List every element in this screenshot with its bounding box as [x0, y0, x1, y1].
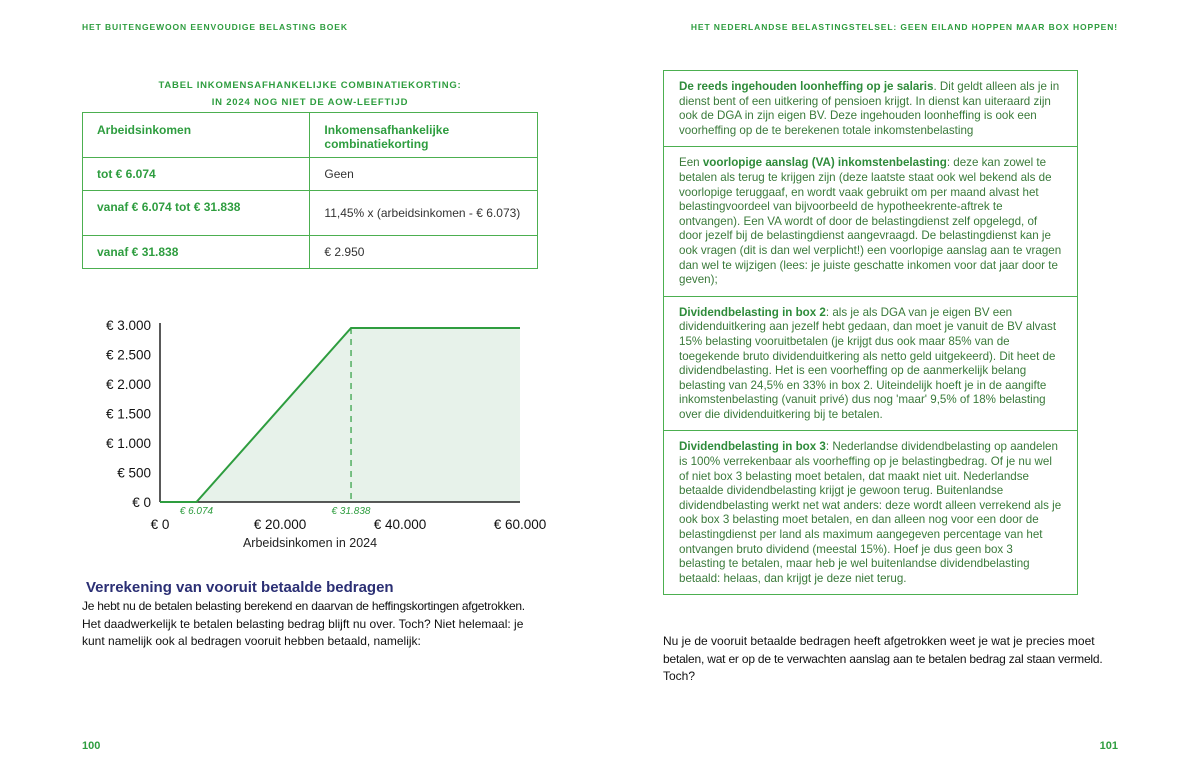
x-tick-label: € 20.000 [253, 517, 307, 532]
y-tick-label: € 0 [132, 495, 151, 510]
table-row [83, 191, 538, 236]
intro-line: Je hebt nu de betalen belasting berekend en daarvan de heffingskortingen afgetrokken. [82, 599, 525, 613]
page-number-left: 100 [82, 740, 101, 752]
table-cell: Geen [310, 158, 538, 191]
y-tick-label: € 3.000 [105, 318, 151, 333]
combinatiekorting-table [82, 112, 538, 269]
table-header-cell: Arbeidsinkomen [83, 113, 310, 158]
box-text: . Dit geldt alleen als je in dienst bent of een uitkering of pensioen krijgt. In dienst kan uiteraard zijn ook de DGA in zijn eigen BV. Deze ingehouden loonheffing is ook een voorheffing op de te berekenen totale inkomstenbelasting [679, 80, 1060, 137]
conclusion-paragraph [663, 633, 1133, 686]
intro-line: Het daadwerkelijk te betalen belasting bedrag blijft nu over. Toch? Niet helemaal: je [82, 616, 524, 631]
table-caption-line-2: IN 2024 NOG NIET DE AOW-LEEFTIJD [211, 97, 409, 108]
table-cell: vanaf € 31.838 [83, 236, 310, 269]
threshold-label: € 31.838 [331, 506, 371, 517]
conclusion-line: betalen, wat er op de te verwachten aanslag aan te betalen bedrag zal staan vermeld. [663, 651, 1103, 666]
intro-line: kunt namelijk ook al bedragen vooruit hebben betaald, namelijk: [82, 634, 421, 648]
table-header-cell: Inkomensafhankelijke combinatiekorting [310, 113, 538, 158]
box-title: voorlopige aanslag (VA) inkomstenbelasting [702, 156, 947, 170]
intro-paragraph [82, 598, 542, 651]
box-prefix: Een [679, 156, 703, 170]
box-text: : als je als DGA van je eigen BV een dividenduitkering aan jezelf hebt gedaan, dan moet je vanuit de BV alvast 15% belasting vooruitbetalen (je krijgt dus ook maar 85% van de toegekende bruto dividenduitkering als netto geld uitgekeerd). Dit heet de dividendbelasting. Het is een voorheffing op de aanmerkelijk belang belasting van 24,5% en 33% in box 2. Uiteindelijk hoeft je in de aangifte inkomstenbelasting (vanuit privé) dus nog 'maar' 9,5% of 18% belasting over die dividenduitkering bij te betalen. [679, 305, 1057, 421]
table-row [83, 158, 538, 191]
y-tick-label: € 1.000 [105, 436, 151, 451]
box-title: De reeds ingehouden loonheffing op je salaris [679, 80, 934, 93]
box-dividend-box2 [664, 297, 1077, 432]
y-tick-label: € 500 [117, 465, 151, 481]
table-cell: € 2.950 [310, 236, 538, 269]
section-title: Verrekening van vooruit betaalde bedragen [86, 579, 394, 596]
conclusion-line: Nu je de vooruit betaalde bedragen heeft afgetrokken weet je wat je precies moet [663, 634, 1095, 648]
table-caption [82, 77, 538, 111]
prepayment-boxes [663, 70, 1078, 595]
box-dividend-box3 [664, 431, 1077, 594]
table-header-row [83, 113, 538, 158]
x-tick-label: € 0 [150, 517, 170, 532]
table-cell: 11,45% x (arbeidsinkomen - € 6.073) [310, 191, 538, 236]
running-head-right: HET NEDERLANDSE BELASTINGSTELSEL: GEEN EILAND HOPPEN MAAR BOX HOPPEN! [690, 22, 1118, 32]
y-tick-label: € 2.500 [105, 347, 151, 363]
x-tick-label: € 40.000 [373, 517, 427, 532]
threshold-label: € 6.074 [179, 506, 214, 517]
box-text: : Nederlandse dividendbelasting op aandelen is 100% verrekenbaar als voorheffing op je belastingbedrag. Of je nu wel of niet box 3 belasting moet betalen, dat maakt niet uit. Nederlandse betaalde dividendbelasting krijgt je gewoon terug. Buitenlandse dividendbelasting werkt net wat anders: deze wordt alleen verrekend als je ook box 3 belasting moet betalen, en dan alleen nog voor een door de belastingdienst per land als maximum aangegeven percentage van het ontvangen bruto dividend (meestal 15%). Hoef je dus geen box 3 belasting te betalen, maar heb je wel buitenlandse dividendbelasting betaald: helaas, dan krijgt je deze niet terug. [679, 440, 1062, 585]
y-tick-label: € 2.000 [105, 377, 151, 392]
conclusion-line: Toch? [663, 669, 696, 683]
chart-area-fill [160, 328, 520, 502]
table-row [83, 236, 538, 269]
table-cell: vanaf € 6.074 tot € 31.838 [83, 191, 310, 236]
box-voorlopige-aanslag [664, 147, 1077, 296]
box-text: : deze kan zowel te betalen als terug te krijgen zijn (deze laatste staat ook wel bekend als de voorlopige teruggaaf, en wordt vaak gebruikt om per maand alvast het belastingvoordeel van bijvoorbeeld de hypotheekrente-aftrek te ontvangen). Een VA wordt of door de belastingdienst zelf opgelegd, of door jezelf bij de belastingdienst aangevraagd. De belastingdienst kan je ook vragen (dit is dan wel verplicht!) een voorlopige aanslag aan te vragen dan wel te wijzigen (lees: je juiste geschatte inkomen voor dat jaar door te geven); [679, 156, 1062, 287]
table-caption-line-1: TABEL INKOMENSAFHANKELIJKE COMBINATIEKORTING: [158, 80, 462, 91]
table-cell: tot € 6.074 [83, 158, 310, 191]
page-number-right: 101 [1099, 740, 1118, 752]
box-loonheffing [664, 71, 1077, 147]
x-axis-label: Arbeidsinkomen in 2024 [242, 536, 378, 550]
box-title: Dividendbelasting in box 2 [679, 305, 826, 319]
running-head-left: HET BUITENGEWOON EENVOUDIGE BELASTING BOEK [82, 22, 348, 32]
combinatiekorting-chart [90, 308, 547, 558]
y-tick-label: € 1.500 [105, 406, 151, 422]
x-tick-label: € 60.000 [493, 517, 547, 532]
box-title: Dividendbelasting in box 3 [679, 440, 826, 454]
